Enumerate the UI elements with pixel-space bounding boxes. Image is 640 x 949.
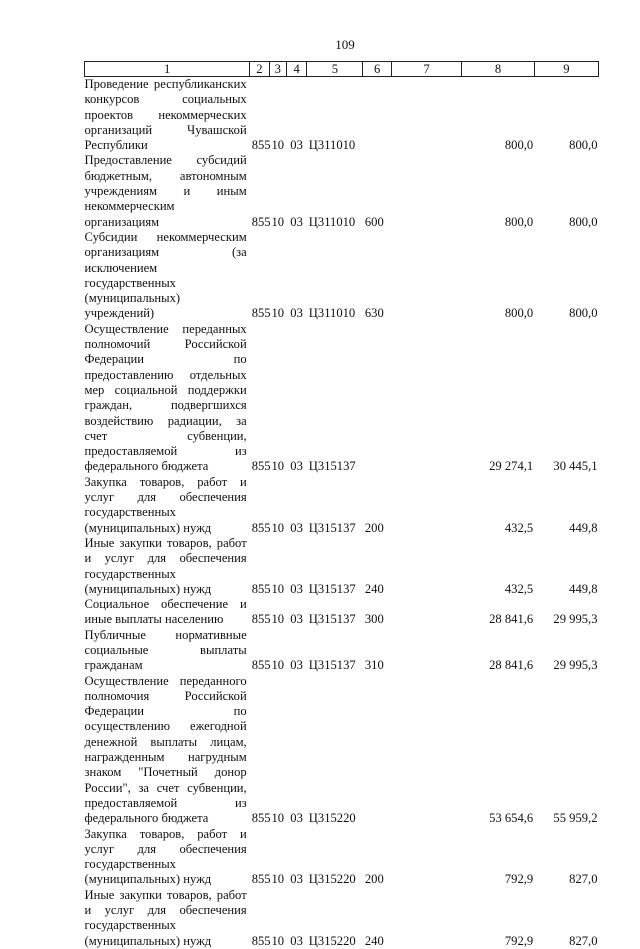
row-description: Проведение республиканских конкурсов социальных проектов некоммерческих организаций Чувашской Республики bbox=[84, 77, 247, 153]
subsection-code: 03 bbox=[290, 459, 303, 474]
column-7-value bbox=[391, 628, 461, 674]
subsection-code: 03 bbox=[290, 214, 303, 229]
expense-type-code: 630 bbox=[364, 306, 384, 321]
column-7-value bbox=[391, 230, 461, 322]
column-7-value bbox=[391, 536, 461, 597]
amount-year-2: 800,0 bbox=[569, 306, 598, 321]
subsection-code: 03 bbox=[290, 658, 303, 673]
table-row bbox=[85, 77, 599, 154]
table-row bbox=[85, 888, 599, 949]
target-article-code: Ц315220 bbox=[308, 811, 356, 826]
row-description: Иные закупки товаров, работ и услуг для обеспечения государственных (муниципальных) нужд bbox=[84, 535, 247, 596]
section-code: 10 bbox=[271, 872, 285, 887]
ministry-code: 855 bbox=[251, 581, 271, 596]
target-article-code: Ц315137 bbox=[308, 520, 356, 535]
row-description: Закупка товаров, работ и услуг для обеспечения государственных (муниципальных) нужд bbox=[84, 826, 247, 887]
expense-type-code: 300 bbox=[364, 612, 384, 627]
subsection-code: 03 bbox=[290, 520, 303, 535]
section-code: 10 bbox=[271, 214, 285, 229]
ministry-code: 855 bbox=[251, 811, 271, 826]
section-code: 10 bbox=[271, 612, 285, 627]
column-7-value bbox=[391, 322, 461, 475]
column-7-value bbox=[391, 888, 461, 949]
section-code: 10 bbox=[271, 138, 285, 153]
table-row bbox=[85, 827, 599, 888]
row-description: Публичные нормативные социальные выплаты гражданам bbox=[84, 627, 247, 673]
subsection-code: 03 bbox=[290, 306, 303, 321]
table-row bbox=[85, 322, 599, 475]
target-article-code: Ц315137 bbox=[308, 459, 356, 474]
row-description: Субсидии некоммерческим организациям (за исключением государственных (муниципальных) учреждений) bbox=[84, 229, 247, 321]
subsection-code: 03 bbox=[290, 581, 303, 596]
column-7-value bbox=[391, 77, 461, 154]
ministry-code: 855 bbox=[251, 138, 271, 153]
table-row bbox=[85, 475, 599, 536]
amount-year-1: 800,0 bbox=[504, 214, 534, 229]
ministry-code: 855 bbox=[251, 612, 271, 627]
page-number: 109 bbox=[335, 37, 355, 52]
column-header: 1 bbox=[85, 62, 250, 77]
ministry-code: 855 bbox=[251, 306, 271, 321]
amount-year-2: 800,0 bbox=[569, 138, 598, 153]
column-header: 3 bbox=[269, 62, 286, 77]
amount-year-2: 30 445,1 bbox=[553, 459, 598, 474]
section-code: 10 bbox=[271, 933, 285, 948]
column-7-value bbox=[391, 153, 461, 229]
ministry-code: 855 bbox=[251, 520, 271, 535]
table-body bbox=[85, 77, 599, 949]
table-row bbox=[85, 230, 599, 322]
table-row bbox=[85, 628, 599, 674]
expense-type-code: 240 bbox=[364, 933, 384, 948]
subsection-code: 03 bbox=[290, 811, 303, 826]
expense-type-code: 310 bbox=[364, 658, 384, 673]
table-row bbox=[85, 153, 599, 229]
amount-year-2: 800,0 bbox=[569, 214, 598, 229]
section-code: 10 bbox=[271, 520, 285, 535]
section-code: 10 bbox=[271, 811, 285, 826]
target-article-code: Ц315137 bbox=[308, 612, 356, 627]
row-description: Предоставление субсидий бюджетным, автономным учреждениям и иным некоммерческим организациям bbox=[84, 153, 247, 229]
ministry-code: 855 bbox=[251, 933, 271, 948]
column-header: 2 bbox=[250, 62, 269, 77]
column-header: 4 bbox=[286, 62, 306, 77]
column-header: 9 bbox=[534, 62, 598, 77]
budget-table bbox=[84, 61, 599, 949]
amount-year-2: 55 959,2 bbox=[553, 811, 598, 826]
row-description: Социальное обеспечение и иные выплаты населению bbox=[84, 597, 247, 627]
target-article-code: Ц311010 bbox=[308, 138, 356, 153]
amount-year-1: 28 841,6 bbox=[489, 612, 534, 627]
table-row bbox=[85, 674, 599, 827]
expense-type-code bbox=[363, 674, 392, 827]
expense-type-code bbox=[363, 77, 392, 154]
ministry-code: 855 bbox=[251, 214, 271, 229]
row-description: Иные закупки товаров, работ и услуг для обеспечения государственных (муниципальных) нужд bbox=[84, 887, 247, 948]
amount-year-2: 449,8 bbox=[569, 581, 598, 596]
amount-year-2: 827,0 bbox=[569, 872, 598, 887]
column-header: 8 bbox=[462, 62, 534, 77]
amount-year-1: 432,5 bbox=[504, 581, 534, 596]
target-article-code: Ц315137 bbox=[308, 658, 356, 673]
column-header: 7 bbox=[391, 62, 461, 77]
column-7-value bbox=[391, 597, 461, 628]
target-article-code: Ц315220 bbox=[308, 872, 356, 887]
expense-type-code: 240 bbox=[364, 581, 384, 596]
amount-year-1: 28 841,6 bbox=[489, 658, 534, 673]
subsection-code: 03 bbox=[290, 612, 303, 627]
table-row bbox=[85, 536, 599, 597]
target-article-code: Ц315220 bbox=[308, 933, 356, 948]
expense-type-code: 200 bbox=[364, 520, 384, 535]
amount-year-1: 800,0 bbox=[504, 306, 534, 321]
table-row bbox=[85, 597, 599, 628]
section-code: 10 bbox=[271, 658, 285, 673]
amount-year-1: 792,9 bbox=[504, 933, 534, 948]
section-code: 10 bbox=[271, 306, 285, 321]
amount-year-2: 827,0 bbox=[569, 933, 598, 948]
expense-type-code bbox=[363, 322, 392, 475]
row-description: Осуществление переданного полномочия Российской Федерации по осуществлению ежегодной денежной выплаты лицам, награжденным нагрудным знаком "Почетный донор России", за счет субвенции, предоставляемой из федерального бюджета bbox=[84, 673, 247, 826]
column-header: 5 bbox=[307, 62, 363, 77]
section-code: 10 bbox=[271, 459, 285, 474]
target-article-code: Ц311010 bbox=[308, 306, 356, 321]
ministry-code: 855 bbox=[251, 459, 271, 474]
subsection-code: 03 bbox=[290, 872, 303, 887]
column-7-value bbox=[391, 674, 461, 827]
column-header: 6 bbox=[363, 62, 392, 77]
expense-type-code: 600 bbox=[364, 214, 384, 229]
amount-year-2: 29 995,3 bbox=[553, 612, 598, 627]
section-code: 10 bbox=[271, 581, 285, 596]
amount-year-2: 29 995,3 bbox=[553, 658, 598, 673]
column-7-value bbox=[391, 475, 461, 536]
column-7-value bbox=[391, 827, 461, 888]
amount-year-1: 792,9 bbox=[504, 872, 534, 887]
table-header-row bbox=[85, 62, 599, 77]
row-description: Осуществление переданных полномочий Российской Федерации по предоставлению отдельных мер социальной поддержки граждан, подвергшихся воздействию радиации, за счет субвенции, предоставляемой из федерального бюджета bbox=[84, 321, 247, 474]
expense-type-code: 200 bbox=[364, 872, 384, 887]
ministry-code: 855 bbox=[251, 872, 271, 887]
amount-year-1: 432,5 bbox=[504, 520, 534, 535]
amount-year-2: 449,8 bbox=[569, 520, 598, 535]
target-article-code: Ц315137 bbox=[308, 581, 356, 596]
subsection-code: 03 bbox=[290, 138, 303, 153]
row-description: Закупка товаров, работ и услуг для обеспечения государственных (муниципальных) нужд bbox=[84, 474, 247, 535]
target-article-code: Ц311010 bbox=[308, 214, 356, 229]
amount-year-1: 800,0 bbox=[504, 138, 534, 153]
amount-year-1: 53 654,6 bbox=[489, 811, 534, 826]
ministry-code: 855 bbox=[251, 658, 271, 673]
amount-year-1: 29 274,1 bbox=[489, 459, 534, 474]
subsection-code: 03 bbox=[290, 933, 303, 948]
